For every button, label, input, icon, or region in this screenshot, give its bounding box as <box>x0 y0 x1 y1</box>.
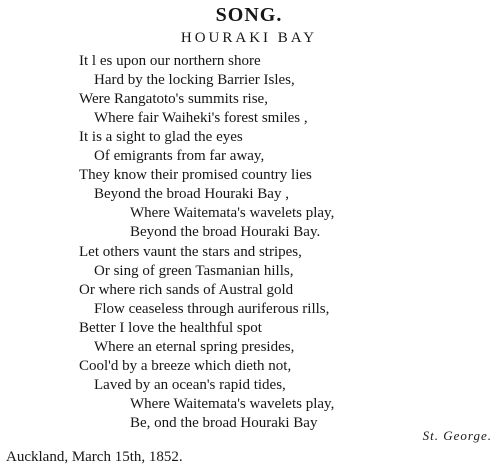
verse-line: Where an eternal spring presides, <box>94 339 295 355</box>
verse-line: They know their promised country lies <box>79 167 312 183</box>
verse-line: Where Waitemata's wavelets play, <box>130 396 335 412</box>
verse-line: Or where rich sands of Austral gold <box>79 282 294 298</box>
verse-line: Beyond the broad Houraki Bay , <box>94 186 289 202</box>
verse-line: Cool'd by a breeze which dieth not, <box>79 358 292 374</box>
author-signature: St. George. <box>422 428 492 443</box>
verse-line: Let others vaunt the stars and stripes, <box>79 244 302 260</box>
verse-line: Where fair Waiheki's forest smiles , <box>94 110 308 126</box>
verse-line: Laved by an ocean's rapid tides, <box>94 377 286 393</box>
verse-line: It l es upon our northern shore <box>79 53 261 69</box>
verse-line: Where Waitemata's wavelets play, <box>130 205 335 221</box>
poem-subtitle: HOURAKI BAY <box>180 30 318 46</box>
verse-line: Better I love the healthful spot <box>79 320 262 336</box>
poem-title: SONG. <box>215 4 283 26</box>
verse-line: Be, ond the broad Houraki Bay <box>130 415 318 431</box>
verse-line: Hard by the locking Barrier Isles, <box>94 72 295 88</box>
verse-line: Beyond the broad Houraki Bay. <box>130 224 321 240</box>
dateline: Auckland, March 15th, 1852. <box>6 449 183 465</box>
verse-line: Were Rangatoto's summits rise, <box>79 91 268 107</box>
verse-line: Of emigrants from far away, <box>94 148 265 164</box>
verse-line: It is a sight to glad the eyes <box>79 129 243 145</box>
verse-line: Or sing of green Tasmanian hills, <box>94 263 294 279</box>
verse-line: Flow ceaseless through auriferous rills, <box>94 301 330 317</box>
